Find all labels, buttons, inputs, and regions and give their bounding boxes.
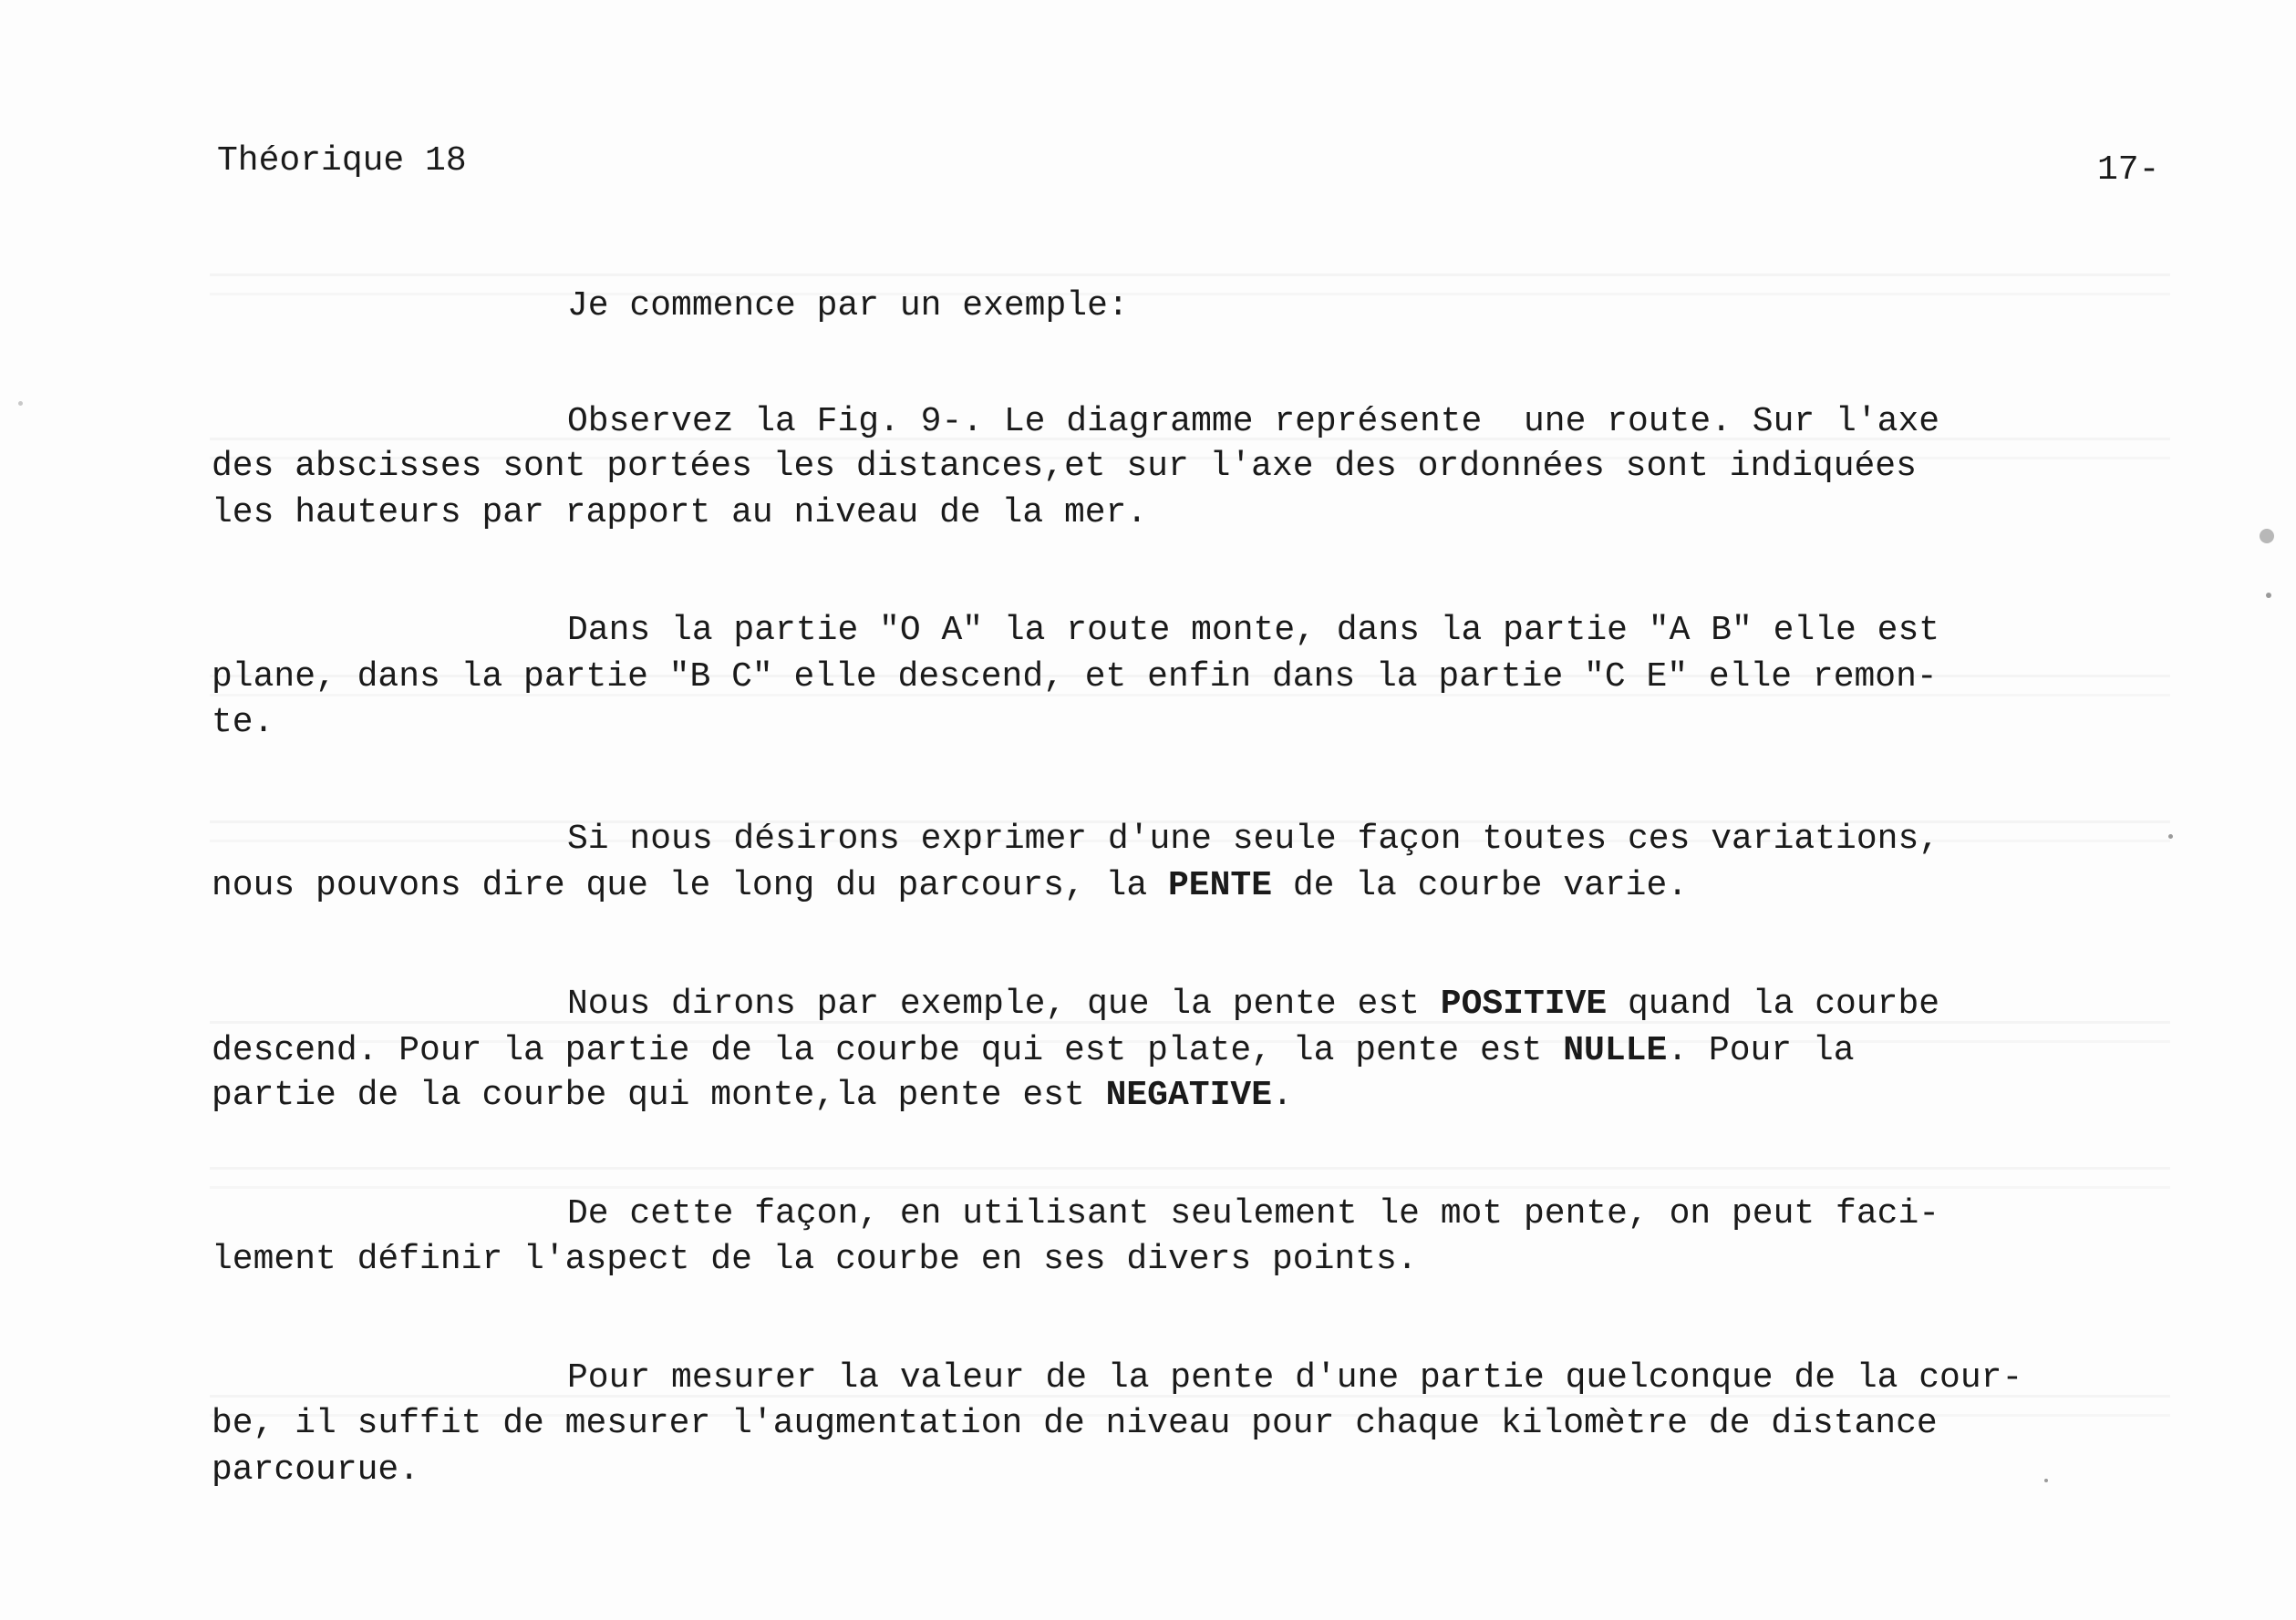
show-through-line [210, 273, 2170, 295]
paragraph-5-line: partie de la courbe qui monte,la pente est NEGATIVE. [212, 1076, 1293, 1115]
page-header-title: Théorique 18 [217, 141, 467, 181]
nulle-term: NULLE [1563, 1031, 1668, 1070]
paragraph-3-line: Dans la partie "O A" la route monte, dans la partie "A B" elle est [567, 611, 1940, 650]
paragraph-4-line: Si nous désirons exprimer d'une seule façon toutes ces variations, [567, 820, 1940, 859]
show-through-line [210, 1167, 2170, 1189]
negative-term: NEGATIVE [1105, 1076, 1272, 1115]
paragraph-2-line: Observez la Fig. 9-. Le diagramme représente une route. Sur l'axe [567, 402, 1940, 441]
paragraph-6-line: lement définir l'aspect de la courbe en ses divers points. [212, 1240, 1418, 1279]
paragraph-7-line: parcourue. [212, 1450, 420, 1490]
scan-speck [2044, 1479, 2048, 1482]
paragraph-5-line: Nous dirons par exemple, que la pente est POSITIVE quand la courbe [567, 985, 1940, 1024]
page-number: 17- [2097, 150, 2160, 190]
paragraph-4-line: nous pouvons dire que le long du parcours, la PENTE de la courbe varie. [212, 866, 1689, 905]
scan-speck [2168, 834, 2173, 839]
pente-term: PENTE [1167, 866, 1273, 905]
paragraph-7-line: be, il suffit de mesurer l'augmentation de niveau pour chaque kilomètre de distance [212, 1404, 1938, 1443]
positive-term: POSITIVE [1440, 985, 1608, 1024]
paragraph-3-line: te. [212, 703, 274, 742]
paragraph-7-line: Pour mesurer la valeur de la pente d'une partie quelconque de la cour- [567, 1358, 2023, 1398]
paragraph-5-line: descend. Pour la partie de la courbe qui est plate, la pente est NULLE. Pour la [212, 1031, 1855, 1070]
paragraph-6-line: De cette façon, en utilisant seulement le mot pente, on peut faci- [567, 1194, 1940, 1233]
paragraph-2-line: des abscisses sont portées les distances,et sur l'axe des ordonnées sont indiquées [212, 447, 1917, 486]
paragraph-1-line: Je commence par un exemple: [567, 286, 1129, 325]
paragraph-3-line: plane, dans la partie "B C" elle descend, et enfin dans la partie "C E" elle remon- [212, 657, 1938, 696]
scan-speck [2260, 529, 2274, 543]
paragraph-2-line: les hauteurs par rapport au niveau de la mer. [212, 493, 1148, 532]
scan-speck [18, 401, 23, 406]
scan-speck [2266, 593, 2271, 598]
